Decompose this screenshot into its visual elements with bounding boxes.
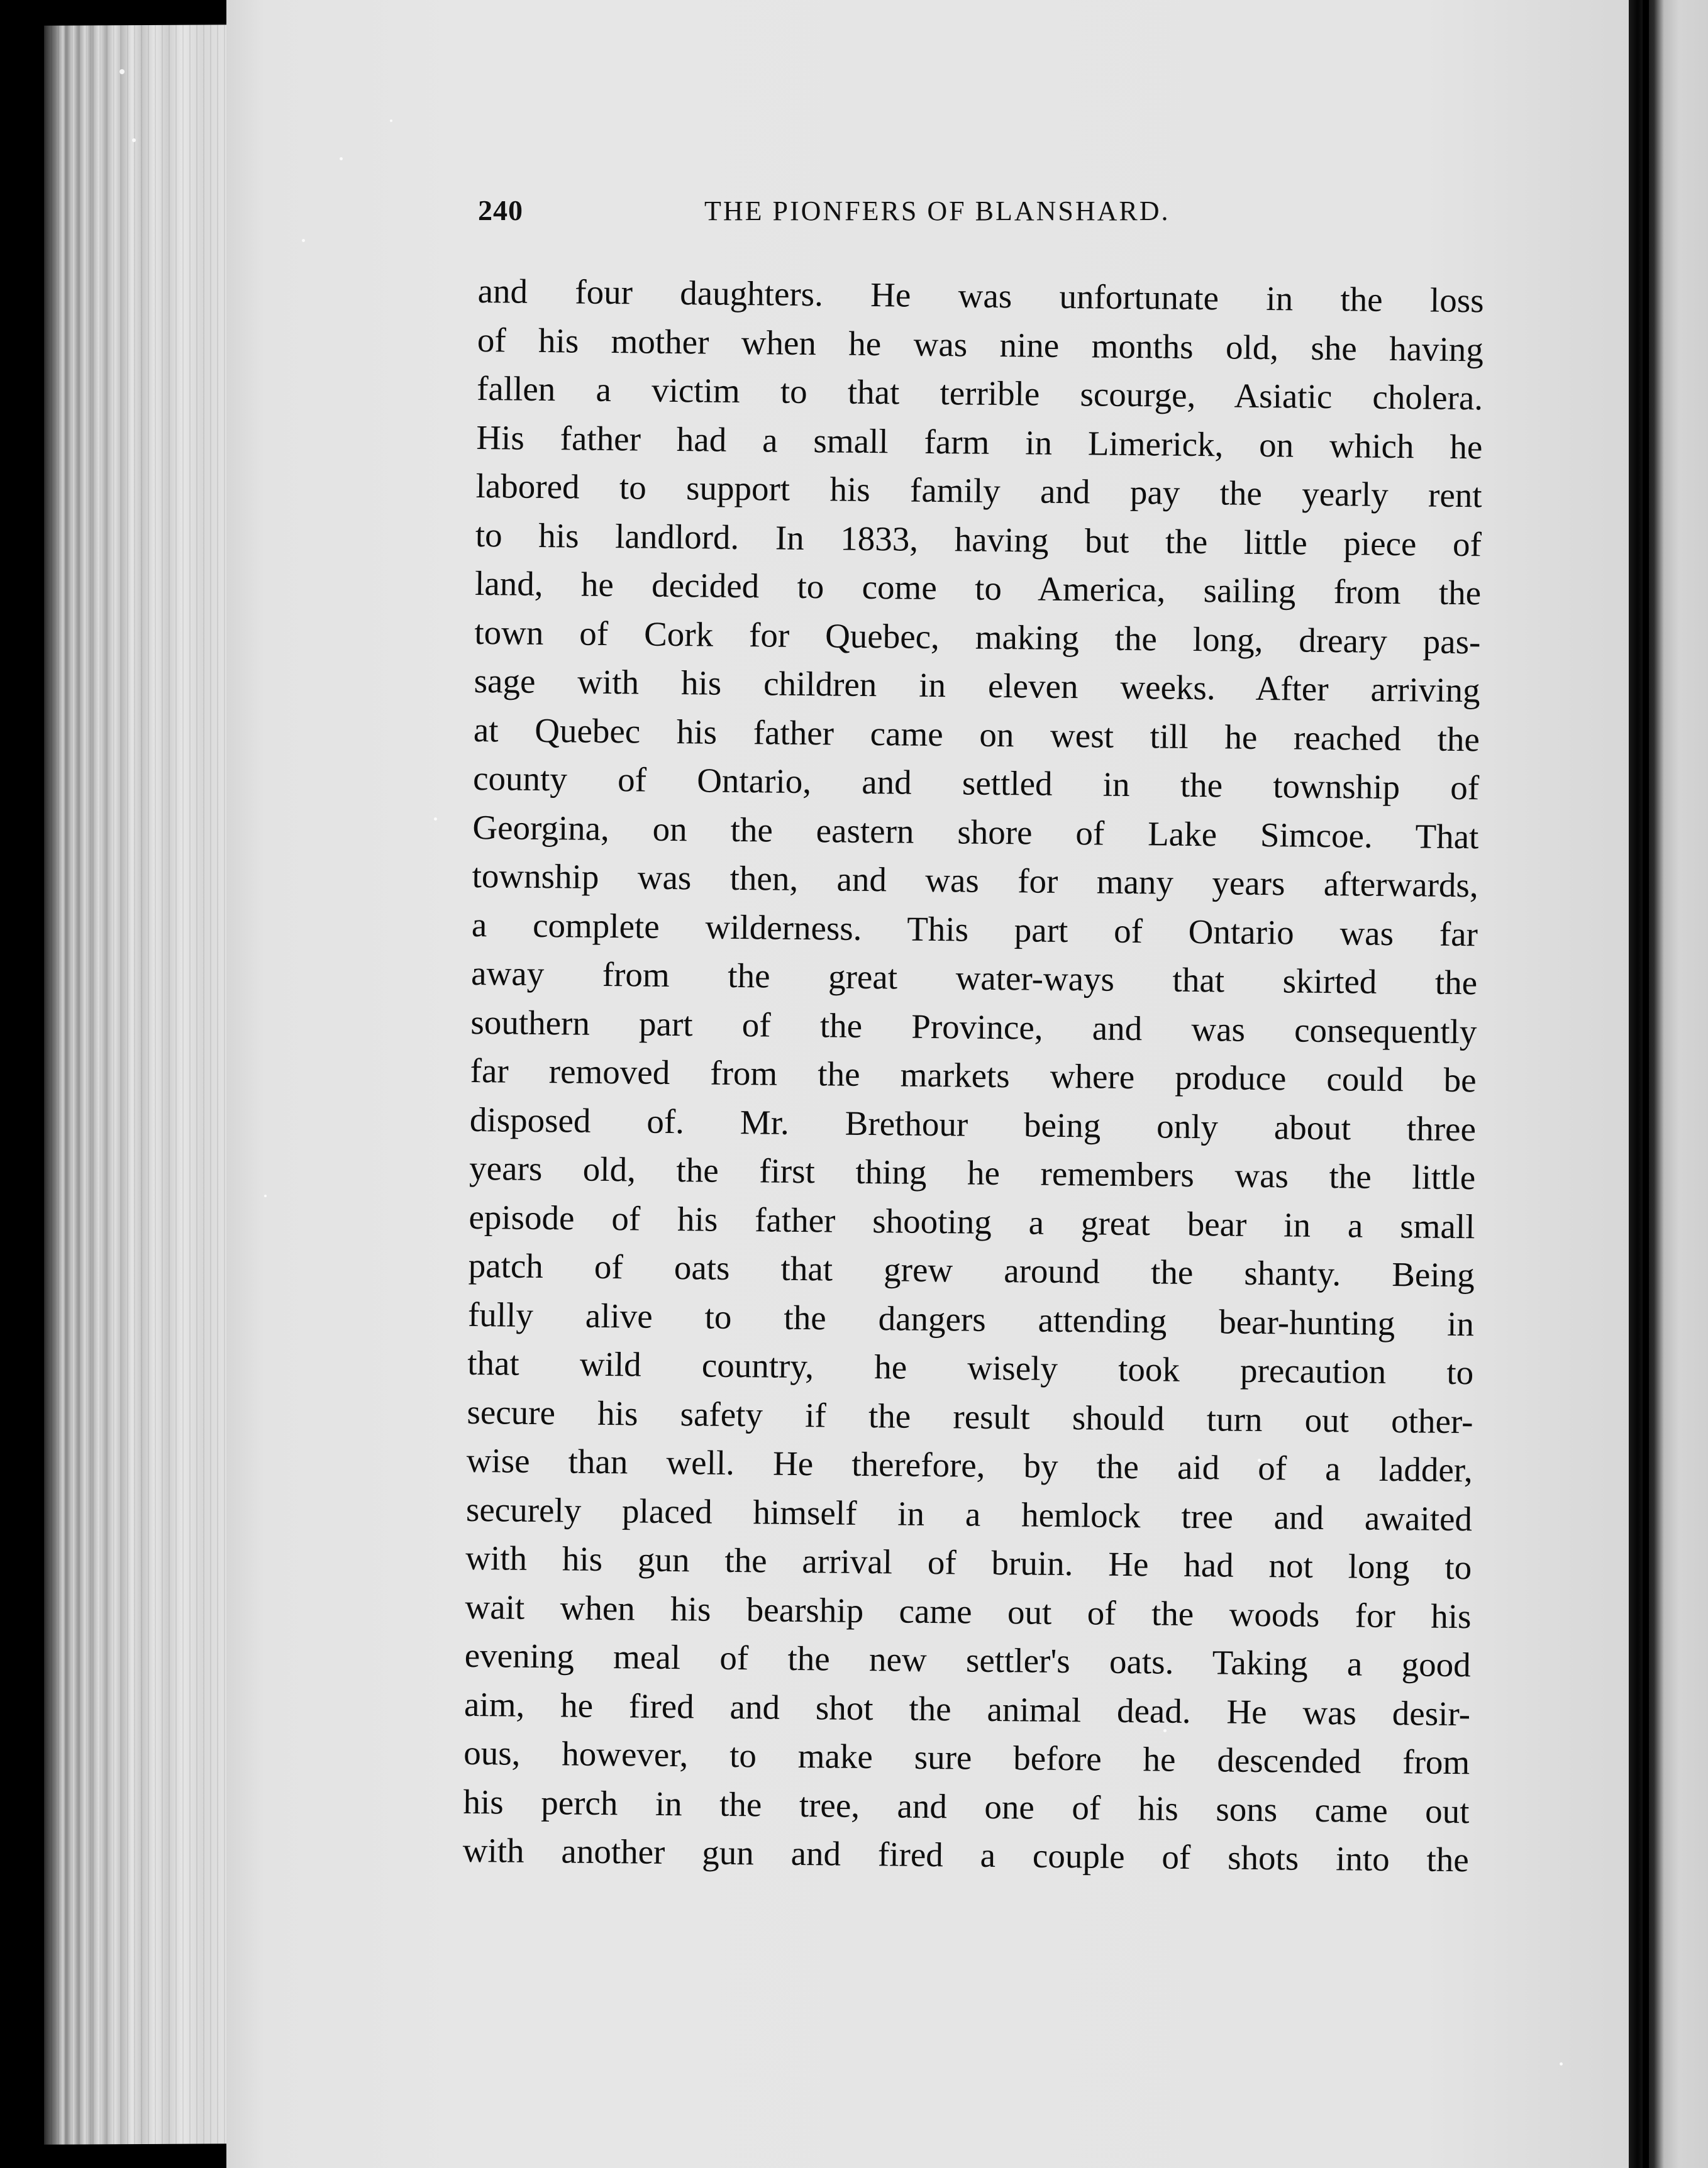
text-line: town of Cork for Quebec, making the long, dreary pas- xyxy=(474,612,1481,661)
text-line: far removed from the markets where produce could be xyxy=(470,1051,1477,1100)
text-line: wait when his bearship came out of the woods for his xyxy=(465,1587,1472,1635)
text-line: secure his safety if the result should turn out other- xyxy=(467,1392,1473,1441)
text-line: county of Ontario, and settled in the township of xyxy=(472,758,1480,807)
text-line: sage with his children in eleven weeks. After arriving xyxy=(474,661,1480,710)
text-line: aim, he fired and shot the animal dead. He was desir- xyxy=(463,1684,1471,1733)
running-head: THE PIONFERS OF BLANSHARD. xyxy=(704,196,1170,226)
text-line: episode of his father shooting a great bear in a small xyxy=(469,1197,1475,1246)
text-line: away from the great water-ways that skirted the xyxy=(470,953,1478,1002)
dust-speck xyxy=(1560,2062,1563,2066)
text-line: years old, the first thing he remembers was the little xyxy=(469,1148,1476,1197)
text-line: that wild country, he wisely took precaution to xyxy=(467,1343,1474,1392)
text-line: securely placed himself in a hemlock tree and awaited xyxy=(465,1490,1473,1538)
text-line: evening meal of the new settler's oats. Taking a good xyxy=(464,1635,1472,1684)
text-line: to his landlord. In 1833, having but the little piece of xyxy=(475,515,1482,563)
text-line: his perch in the tree, and one of his sons came out xyxy=(463,1782,1470,1830)
text-line: township was then, and was for many years afterwards, xyxy=(472,856,1478,905)
right-page-edge xyxy=(1629,0,1708,2168)
text-line: His father had a small farm in Limerick, on which he xyxy=(476,418,1483,466)
dust-speck xyxy=(390,119,392,122)
text-line: southern part of the Province, and was consequently xyxy=(470,1002,1477,1051)
text-line: wise than well. He therefore, by the aid of a ladder, xyxy=(466,1441,1473,1490)
dust-speck xyxy=(264,1195,267,1197)
dust-speck xyxy=(434,817,437,821)
text-line: and four daughters. He was unfortunate in the loss xyxy=(477,271,1484,320)
text-line: fully alive to the dangers attending bear-hunting in xyxy=(467,1295,1475,1343)
text-line: of his mother when he was nine months old, she having xyxy=(477,320,1484,368)
body-text xyxy=(462,267,1483,1884)
stacked-page-edges xyxy=(44,25,233,2145)
dust-speck xyxy=(340,157,343,160)
text-line: patch of oats that grew around the shanty. Being xyxy=(468,1246,1475,1295)
text-line: Georgina, on the eastern shore of Lake Simcoe. That xyxy=(472,807,1479,856)
text-line: land, he decided to come to America, sailing from the xyxy=(474,563,1482,612)
text-line: fallen a victim to that terrible scourge, Asiatic cholera. xyxy=(476,368,1483,418)
text-line: at Quebec his father came on west till he reached the xyxy=(473,710,1480,758)
text-line: with another gun and fired a couple of shots into the xyxy=(462,1830,1470,1879)
dust-speck xyxy=(132,138,136,142)
text-line: a complete wilderness. This part of Ontario was far xyxy=(471,905,1478,953)
page-header xyxy=(478,194,1264,238)
text-line: labored to support his family and pay the yearly rent xyxy=(475,466,1482,515)
gutter-shadow xyxy=(1643,0,1649,2168)
text-line: disposed of. Mr. Brethour being only about three xyxy=(469,1100,1477,1148)
dust-speck xyxy=(302,239,305,242)
page-number: 240 xyxy=(478,194,523,226)
dust-speck xyxy=(119,69,125,74)
text-line: with his gun the arrival of bruin. He had not long to xyxy=(465,1538,1472,1587)
text-line: ous, however, to make sure before he descended from xyxy=(463,1733,1470,1782)
